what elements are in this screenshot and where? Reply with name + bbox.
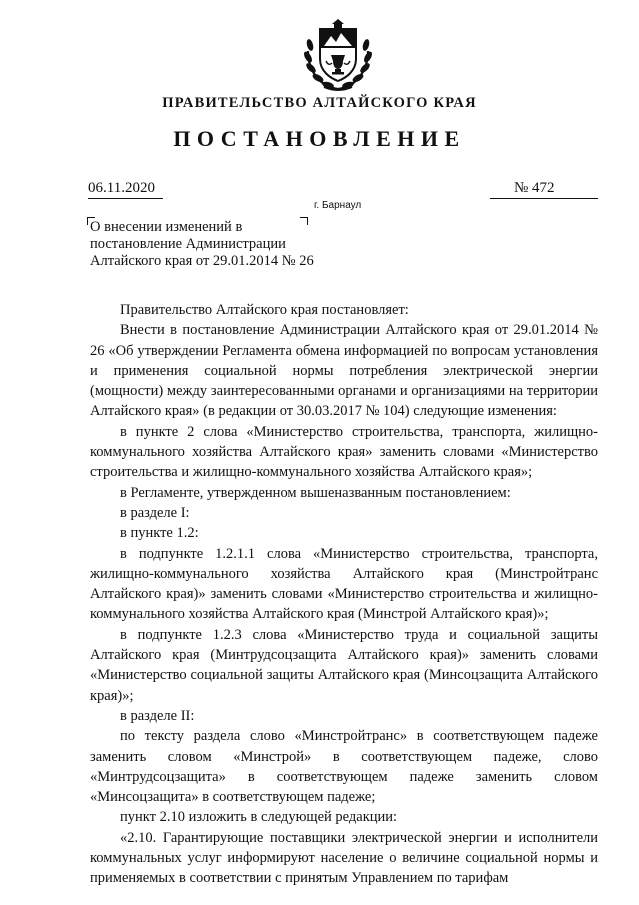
body-paragraph: пункт 2.10 изложить в следующей редакции:	[120, 809, 398, 826]
body-paragraph: в подпункте 1.2.1.1 слова «Министерство строительства, транспорта, жилищно-коммунального хозяйства Алтайского края (Минстройтранс Алтайского края)» заменить словами «Министерство строительства и жилищно-коммунального хозяйства Алтайского края (Минстрой Алтайского края)»;	[90, 545, 598, 623]
body-paragraph: в Регламенте, утвержденном вышеназванным постановлением:	[120, 484, 511, 501]
body-paragraph: в подпункте 1.2.3 слова «Министерство труда и социальной защиты Алтайского края (Минтрудсоцзащита Алтайского края)» заменить словами «Министерство социальной защиты Алтайского края (Минсоцзащита Алтайского края)»;	[90, 626, 598, 704]
preamble: Правительство Алтайского края постановляет:	[120, 302, 409, 318]
document-number: № 472	[490, 180, 598, 199]
document-subject: О внесении изменений в постановление Администрации Алтайского края от 29.01.2014 № 26	[90, 219, 314, 269]
body-paragraph: по тексту раздела слово «Минстройтранс» в соответствующем падеже заменить словом «Минстрой» в соответствующем падеже, слово «Минтрудсоцзащита» в соответствующем падеже заменить словом «Минсоцзащита» в соответствующем падеже;	[90, 728, 598, 806]
document-type-title: ПОСТАНОВЛЕНИЕ	[173, 126, 466, 151]
body-paragraph: в пункте 1.2:	[120, 525, 199, 542]
document-date: 06.11.2020	[88, 180, 163, 199]
body-paragraph: в разделе I:	[120, 504, 190, 521]
coat-of-arms-icon	[298, 15, 378, 95]
body-paragraph: в разделе II:	[120, 707, 195, 724]
body-paragraph: «2.10. Гарантирующие поставщики электрической энергии и исполнители коммунальных услуг информируют население о величине социальной нормы и применяемых в соответствии с принятым Управлением по тарифам	[90, 829, 598, 887]
body-paragraph: Внести в постановление Администрации Алтайского края от 29.01.2014 № 26 «Об утверждении Регламента обмена информацией по вопросам установления и применения социальной нормы потребления электрической энергии (мощности) между заинтересованными органами и организациями на территории Алтайского края» (в редакции от 30.03.2017 № 104) следующие изменения:	[90, 322, 598, 420]
document-city: г. Барнаул	[314, 200, 362, 211]
body-paragraph: в пункте 2 слова «Министерство строительства, транспорта, жилищно-коммунального хозяйства Алтайского края» заменить словами «Министерство строительства и жилищно-коммунального хозяйства Алтайского края»;	[90, 423, 598, 481]
organization-title: ПРАВИТЕЛЬСТВО АЛТАЙСКОГО КРАЯ	[162, 95, 477, 111]
document-body	[90, 300, 598, 889]
